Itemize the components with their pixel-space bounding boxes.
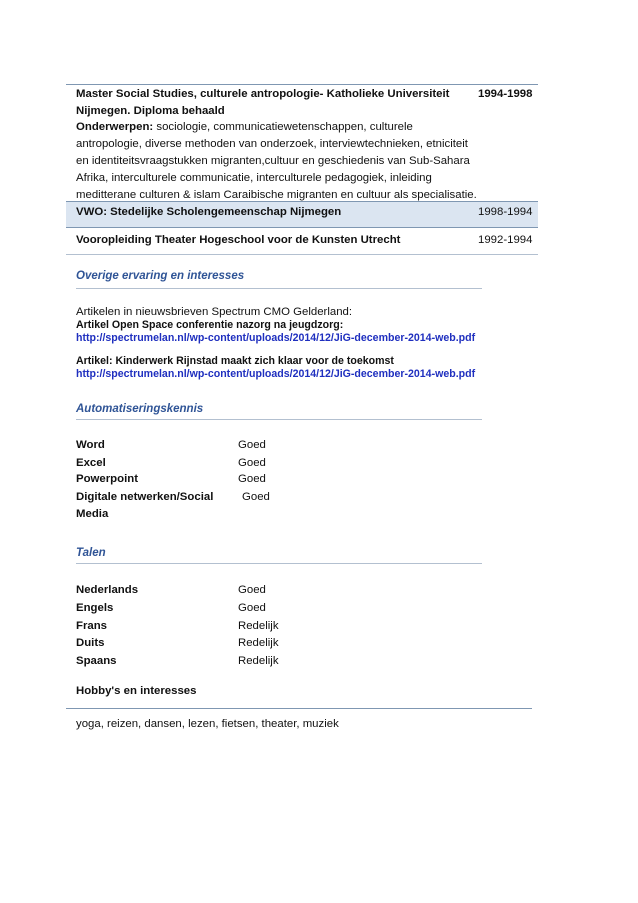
article-link[interactable]: http://spectrumelan.nl/wp-content/uploads/2014/12/JiG-december-2014-web.pdf [76,332,476,344]
language-name: Engels [76,602,114,614]
master-title-line1: Master Social Studies, culturele antropologie- Katholieke Universiteit [76,88,450,100]
language-level: Goed [238,602,266,614]
skill-name: Excel [76,457,106,469]
master-subjects-line1: sociologie, communicatiewetenschappen, culturele [153,121,413,133]
master-subjects-line: en identiteitsvraagstukken migranten,cultuur en geschiedenis van Sub-Sahara [76,155,470,167]
skill-level: Goed [238,457,266,469]
edu-table-top-rule [66,84,538,85]
language-level: Goed [238,584,266,596]
hobbys-heading: Hobby's en interesses [76,685,197,697]
language-name: Nederlands [76,584,139,596]
skill-name: Word [76,439,105,451]
talen-heading: Talen [76,547,106,559]
language-name: Spaans [76,655,117,667]
master-subjects-line: meditterane culturen & islam Caraibische migranten en cultuur als specialisatie. [76,189,477,201]
language-name: Frans [76,620,108,632]
master-subjects [76,119,476,137]
vwo-title: VWO: Stedelijke Scholengemeenschap Nijmegen [76,206,342,218]
language-name: Duits [76,637,105,649]
skill-level: Goed [238,473,266,485]
master-years: 1994-1998 [478,88,533,100]
language-level: Redelijk [238,655,279,667]
theater-years: 1992-1994 [478,234,533,246]
skill-name: Powerpoint [76,473,139,485]
master-subjects-line: antropologie, diverse methoden van onderzoek, interviewtechnieken, etniciteit [76,138,468,150]
language-level: Redelijk [238,637,279,649]
vwo-years: 1998-1994 [478,206,533,218]
talen-heading-rule [76,563,482,564]
automatisering-heading-rule [76,419,482,420]
skill-level: Goed [238,439,266,451]
master-subjects-line: Afrika, interculturele communicatie, interculturele pedagogiek, inleiding [76,172,432,184]
article-link[interactable]: http://spectrumelan.nl/wp-content/uploads/2014/12/JiG-december-2014-web.pdf [76,368,476,380]
edu-table-bottom-rule [66,254,538,255]
overige-intro: Artikelen in nieuwsbrieven Spectrum CMO Gelderland: [76,306,353,318]
skill-name-line2: Media [76,508,109,520]
overige-heading: Overige ervaring en interesses [76,270,245,282]
automatisering-heading: Automatiseringskennis [76,403,204,415]
theater-title: Vooropleiding Theater Hogeschool voor de Kunsten Utrecht [76,234,401,246]
overige-heading-rule [76,288,482,289]
article-title: Artikel Open Space conferentie nazorg na jeugdzorg: [76,319,344,331]
edu-row-rule [66,227,538,228]
master-title-line2: Nijmegen. Diploma behaald [76,105,225,117]
language-level: Redelijk [238,620,279,632]
master-subjects-label: Onderwerpen: [76,121,154,133]
skill-name-line1: Digitale netwerken/Social [76,491,214,503]
hobbys-text: yoga, reizen, dansen, lezen, fietsen, theater, muziek [76,718,339,730]
hobbys-heading-rule [66,708,532,709]
skill-level: Goed [242,491,270,503]
article-title: Artikel: Kinderwerk Rijnstad maakt zich klaar voor de toekomst [76,355,394,367]
